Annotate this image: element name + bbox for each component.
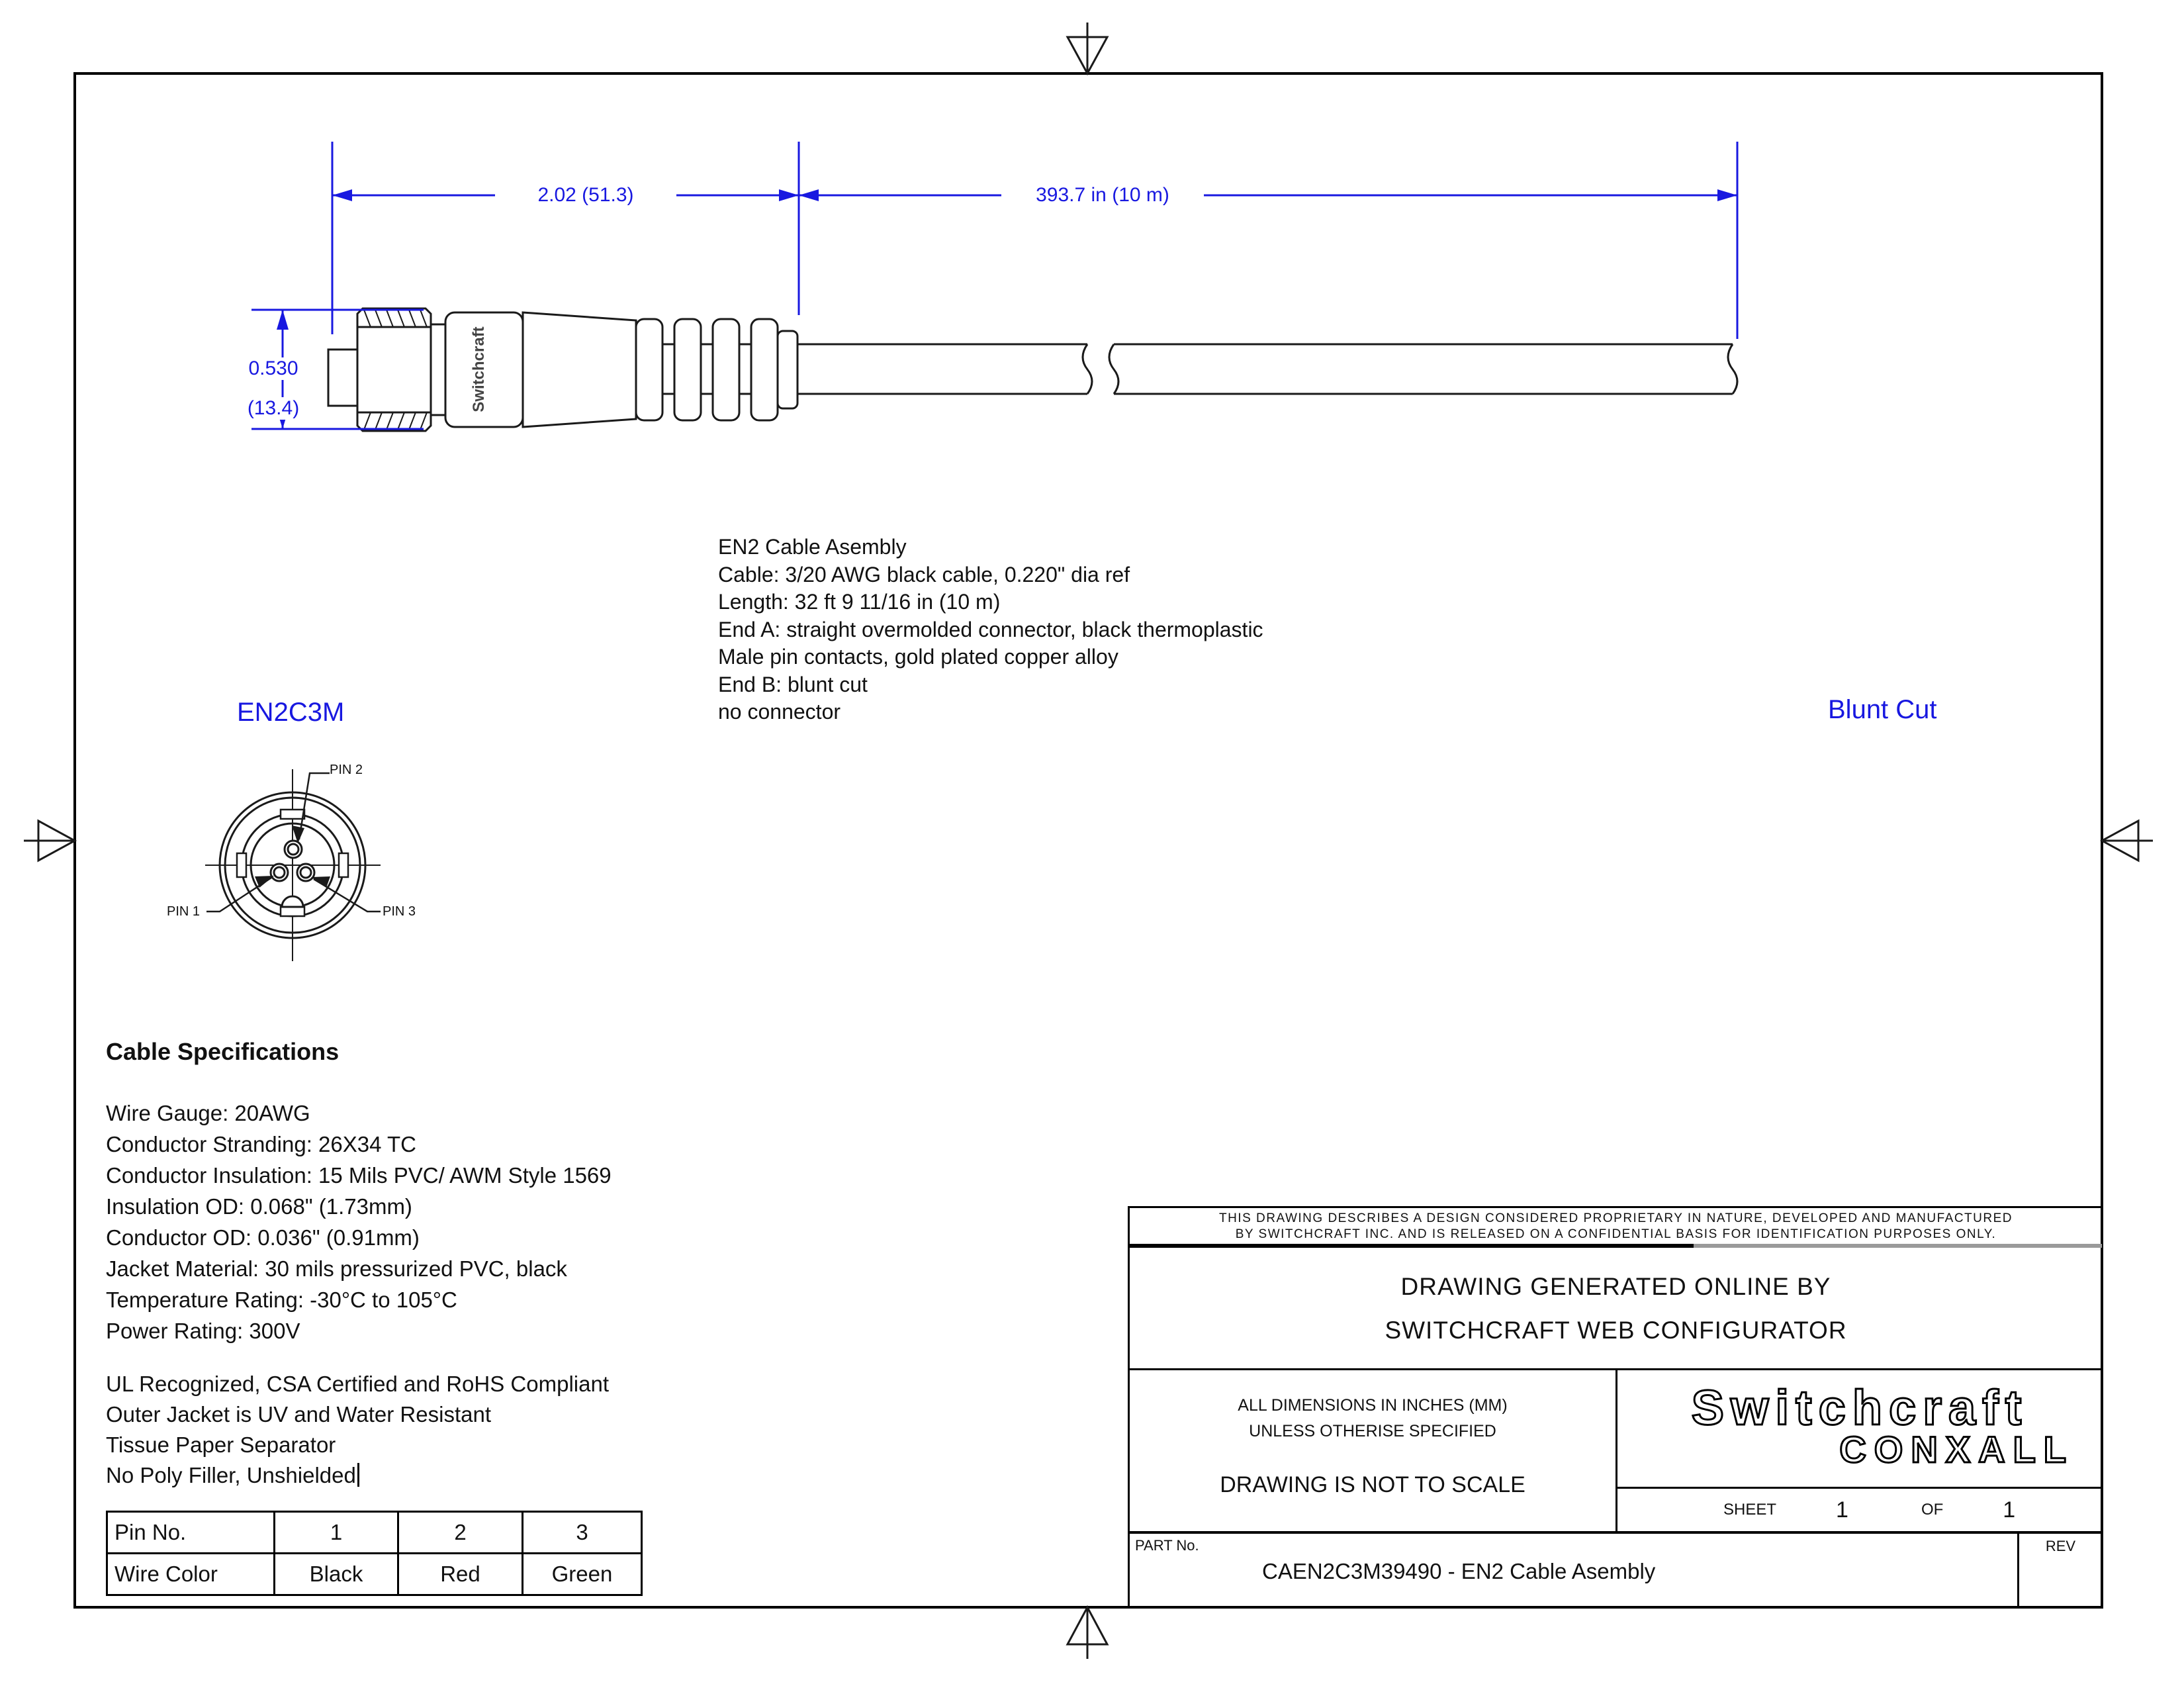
cable-notes-list: [106, 1369, 609, 1491]
proprietary-line2: BY SWITCHCRAFT INC. AND IS RELEASED ON A CONFIDENTIAL BASIS FOR IDENTIFICATION PURPOSES ONLY.: [1235, 1227, 1997, 1241]
pin-1-cell: 1: [275, 1512, 398, 1554]
dimension-diameter-mm: (13.4): [233, 397, 314, 420]
spec-line: Conductor Insulation: 15 Mils PVC/ AWM Style 1569: [106, 1163, 612, 1188]
note-line: [106, 1460, 609, 1491]
wire-3-cell: Green: [523, 1554, 642, 1595]
cable-break-left: [1083, 344, 1092, 394]
center-mark-right-icon: [2102, 821, 2153, 861]
description-line: Male pin contacts, gold plated copper alloy: [718, 645, 1118, 669]
description-line: End A: straight overmolded connector, black thermoplastic: [718, 617, 1263, 641]
pin-face-keyway: [282, 896, 303, 907]
rev-cell: REV: [2017, 1534, 2102, 1607]
end-a-label: EN2C3M: [237, 698, 345, 727]
table-row: [107, 1554, 642, 1595]
assembly-description: [718, 534, 1263, 726]
cable-specs-list: [106, 1098, 612, 1346]
dimension-cable-length: 393.7 in (10 m): [1036, 184, 1169, 206]
connector-tip: [328, 350, 357, 406]
part-number-value: CAEN2C3M39490 - EN2 Cable Asembly: [1262, 1559, 1656, 1583]
dimension-diameter-inches: 0.530: [233, 357, 314, 380]
sheet-label: SHEET: [1723, 1501, 1777, 1519]
wire-2-cell: Red: [398, 1554, 523, 1595]
description-line: Length: 32 ft 9 11/16 in (10 m): [718, 590, 1001, 614]
generated-notice: [1130, 1248, 2102, 1368]
connector-taper: [523, 312, 636, 427]
of-label: OF: [1921, 1501, 1944, 1519]
pin-no-header: Pin No.: [107, 1512, 275, 1554]
not-to-scale-note: DRAWING IS NOT TO SCALE: [1220, 1472, 1525, 1497]
proprietary-notice: [1130, 1208, 2102, 1244]
of-number: 1: [2003, 1497, 2016, 1523]
generated-line1: DRAWING GENERATED ONLINE BY: [1400, 1273, 1831, 1300]
proprietary-line1: THIS DRAWING DESCRIBES A DESIGN CONSIDERED PROPRIETARY IN NATURE, DEVELOPED AND MANUFACTURED: [1218, 1211, 2013, 1225]
sheet-row: [1617, 1487, 2102, 1531]
wire-1-cell: Black: [275, 1554, 398, 1595]
dimension-notes-cell: [1130, 1370, 1615, 1531]
pin2-label: PIN 2: [330, 763, 363, 777]
spec-line: Conductor Stranding: 26X34 TC: [106, 1132, 417, 1156]
sheet-number: 1: [1836, 1497, 1848, 1523]
pin3-label: PIN 3: [383, 904, 416, 919]
pin-2-cell: 2: [398, 1512, 523, 1554]
dims-note-line2: UNLESS OTHERISE SPECIFIED: [1249, 1422, 1496, 1440]
pin-wire-table: [106, 1511, 643, 1596]
text-cursor: [357, 1463, 359, 1487]
conxall-logo: CONXALL: [1839, 1429, 2074, 1470]
spec-line: Wire Gauge: 20AWG: [106, 1101, 310, 1125]
note-line-text: No Poly Filler, Unshielded: [106, 1463, 356, 1487]
spec-line: Insulation OD: 0.068" (1.73mm): [106, 1194, 412, 1219]
cable-drawing: [636, 344, 1737, 394]
connector-drawing: [328, 308, 797, 431]
strain-relief-tail: [778, 331, 797, 408]
cable-blunt-end: [1728, 344, 1737, 394]
description-line: Cable: 3/20 AWG black cable, 0.220" dia ref: [718, 562, 1130, 586]
dims-note-line1: ALL DIMENSIONS IN INCHES (MM): [1238, 1396, 1508, 1415]
end-b-label: Blunt Cut: [1828, 695, 1937, 724]
pin-3-cell: 3: [523, 1512, 642, 1554]
center-mark-left-icon: [24, 821, 75, 861]
spec-line: Temperature Rating: -30°C to 105°C: [106, 1288, 457, 1312]
part-number-cell: [1130, 1534, 2017, 1607]
cable-specs-heading: Cable Specifications: [106, 1038, 340, 1065]
table-row: [107, 1512, 642, 1554]
generated-line2: SWITCHCRAFT WEB CONFIGURATOR: [1385, 1317, 1847, 1344]
logo-cell: [1615, 1370, 2102, 1531]
switchcraft-logo: Switchcraft: [1691, 1380, 2028, 1435]
connector-brand-text: Switchcraft: [470, 326, 488, 412]
wire-color-header: Wire Color: [107, 1554, 275, 1595]
spec-line: Conductor OD: 0.036" (0.91mm): [106, 1225, 420, 1250]
part-number-label: PART No.: [1135, 1537, 1199, 1554]
center-mark-top-icon: [1068, 23, 1107, 73]
center-mark-bottom-icon: [1068, 1607, 1107, 1659]
connector-step: [431, 324, 445, 415]
description-line: EN2 Cable Asembly: [718, 535, 907, 559]
note-line: Tissue Paper Separator: [106, 1432, 336, 1457]
spec-line: Power Rating: 300V: [106, 1319, 300, 1343]
dimension-connector-length: 2.02 (51.3): [537, 184, 634, 206]
note-line: Outer Jacket is UV and Water Resistant: [106, 1402, 491, 1427]
title-block: [1128, 1206, 2102, 1607]
pin1-label: PIN 1: [167, 904, 201, 919]
description-line: no connector: [718, 700, 841, 724]
cable-break-right: [1109, 344, 1118, 394]
description-line: End B: blunt cut: [718, 672, 868, 696]
spec-line: Jacket Material: 30 mils pressurized PVC, black: [106, 1256, 567, 1281]
note-line: UL Recognized, CSA Certified and RoHS Compliant: [106, 1372, 609, 1396]
pin-face-diagram: [205, 769, 381, 961]
